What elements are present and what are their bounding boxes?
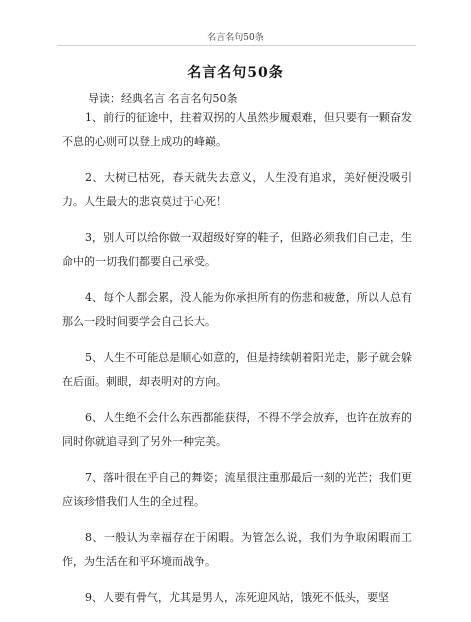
quote-item: 8、一般认为幸福存在于闲暇。为管怎么说，我们为争取闲暇而工作，为生活在和平环境而战争。	[62, 531, 412, 568]
quote-item: 2、大树已枯死，春天就失去意义，人生没有追求，美好便没吸引力。人生最大的悲哀莫过于心死！	[62, 171, 412, 208]
intro-text: 导读：经典名言 名言名句50条	[88, 92, 238, 105]
page-title: 名言名句50条	[187, 65, 284, 81]
quote-item: 3，别人可以给你做一双超级好穿的鞋子，但路必须我们自己走，生命中的一切我们都要自己承受。	[62, 231, 412, 268]
quote-item: 1、前行的征途中，拄着双拐的人虽然步履艰难，但只要有一颗奋发不息的心则可以登上成功的峰巅。	[62, 111, 412, 148]
running-header: 名言名句50条	[207, 33, 264, 43]
quote-item: 4、每个人都会累，没人能为你承担所有的伤悲和疲惫，所以人总有那么一段时间要学会自己长大。	[62, 291, 412, 328]
quote-item: 7、落叶很在乎自己的舞姿；流星很注重那最后一刻的光芒；我们更应该珍惜我们人生的全过程。	[62, 471, 412, 508]
quote-list	[62, 106, 412, 622]
quote-item: 6、人生绝不会什么东西都能获得，不得不学会放弃，也许在放弃的同时你就追寻到了另外一种完美。	[62, 411, 412, 448]
quote-item: 9、人要有骨气，尤其是男人，冻死迎风站，饿死不低头，要坚	[85, 591, 389, 604]
header-rule	[58, 45, 416, 46]
quote-item: 5、人生不可能总是顺心如意的，但是持续朝着阳光走，影子就会躲在后面。刺眼，却表明对的方向。	[62, 351, 412, 388]
